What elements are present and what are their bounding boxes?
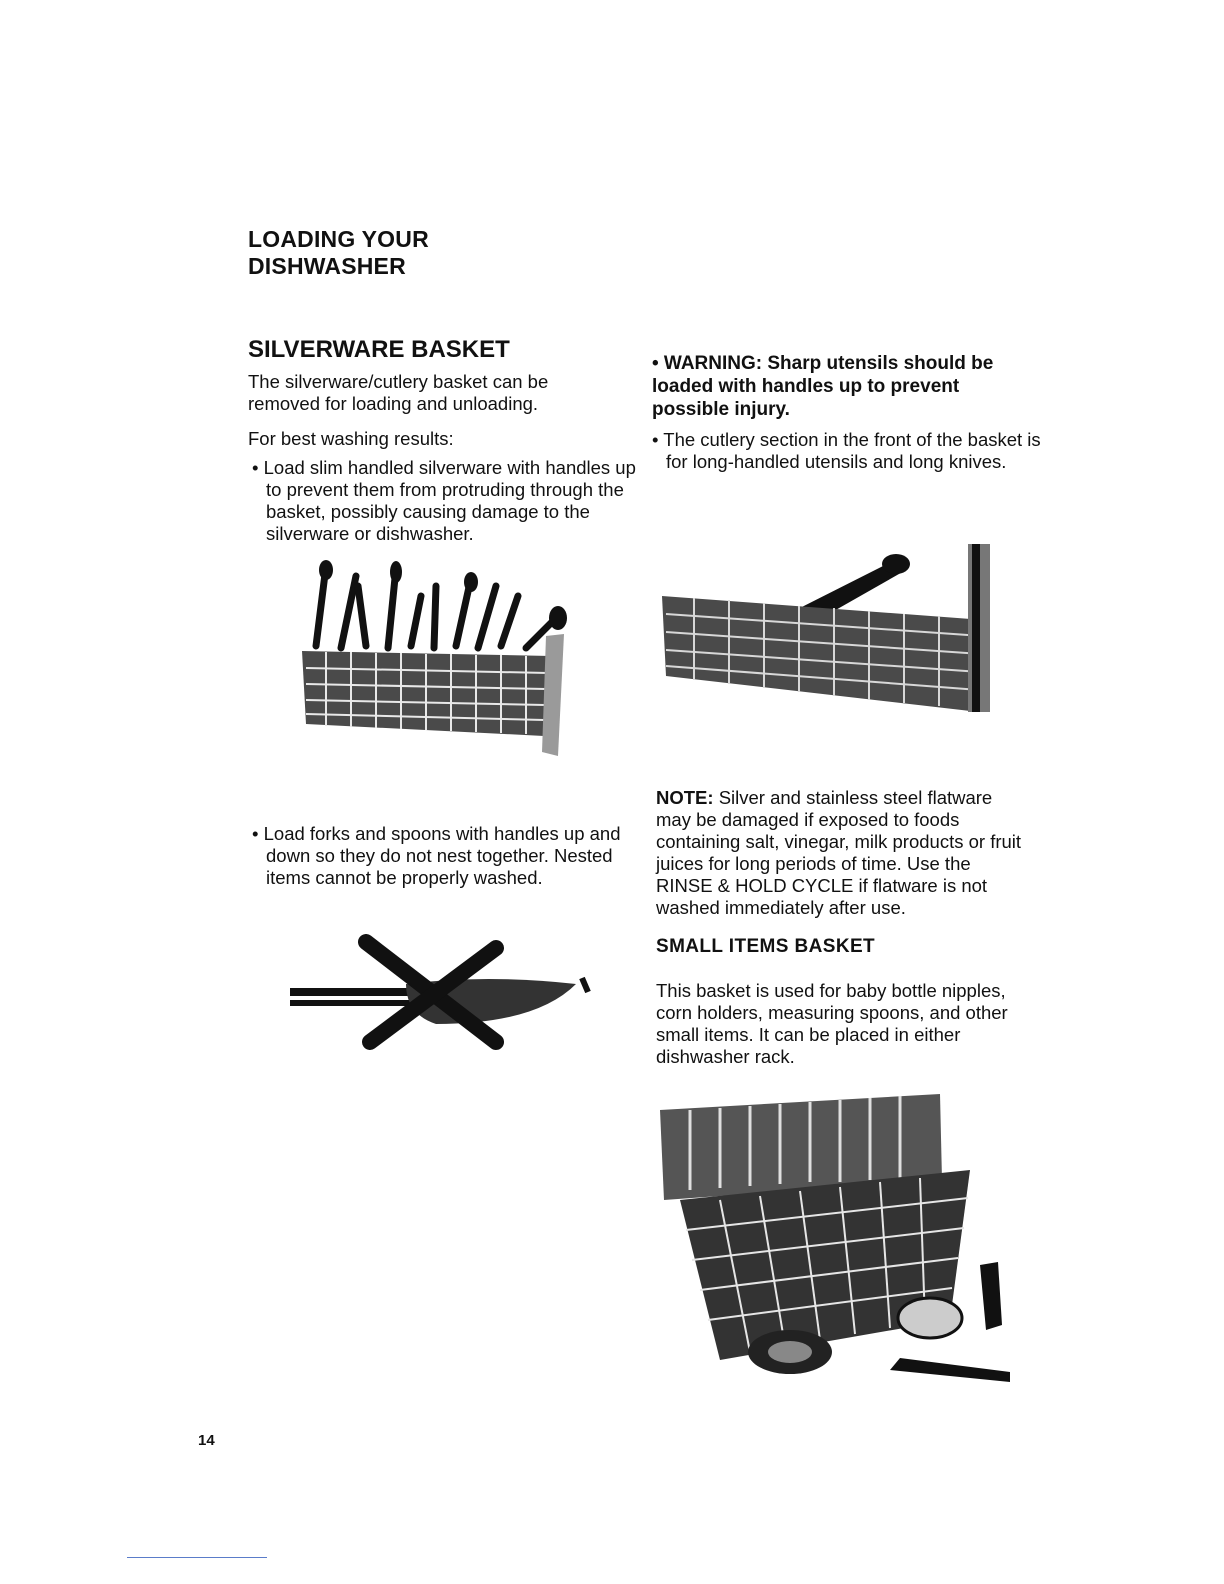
- note-text: Silver and stainless steel flatware may be damaged if exposed to foods containing salt, vinegar, milk products or fruit juices for long periods of time. Use the RINSE & HOLD CYCLE if flatware is not washed immediately after use.: [656, 787, 1022, 918]
- page-title: [248, 226, 429, 280]
- cutlery-basket-photo: [654, 536, 1014, 736]
- silverware-heading: SILVERWARE BASKET: [248, 336, 510, 363]
- note-label: NOTE:: [656, 787, 714, 808]
- small-items-basket-photo: [650, 1090, 1020, 1390]
- page-title-line2: DISHWASHER: [248, 253, 406, 279]
- slim-handle-bullet: • Load slim handled silverware with handles up to prevent them from protruding through the basket, possibly causing damage to the silverware or dishwasher.: [252, 457, 636, 544]
- nested-spoons-x-illustration: [286, 934, 596, 1054]
- small-items-heading: SMALL ITEMS BASKET: [656, 936, 876, 957]
- small-items-paragraph: This basket is used for baby bottle nipples, corn holders, measuring spoons, and other small items. It can be placed in either dishwasher rack.: [656, 980, 1008, 1067]
- best-results-label: For best washing results:: [248, 428, 454, 449]
- cutlery-section-bullet: • The cutlery section in the front of the basket is for long-handled utensils and long knives.: [652, 429, 1041, 472]
- page-number: 14: [198, 1432, 215, 1449]
- note-paragraph: [656, 787, 1026, 919]
- footer-rule: [127, 1557, 267, 1558]
- silverware-basket-photo: [296, 556, 576, 776]
- silverware-intro: The silverware/cutlery basket can be removed for loading and unloading.: [248, 371, 549, 414]
- warning-bullet: • WARNING: Sharp utensils should be loaded with handles up to prevent possible injury.: [652, 353, 994, 420]
- forks-spoons-bullet: • Load forks and spoons with handles up and down so they do not nest together. Nested items cannot be properly washed.: [252, 823, 621, 888]
- page-title-line1: LOADING YOUR: [248, 226, 429, 252]
